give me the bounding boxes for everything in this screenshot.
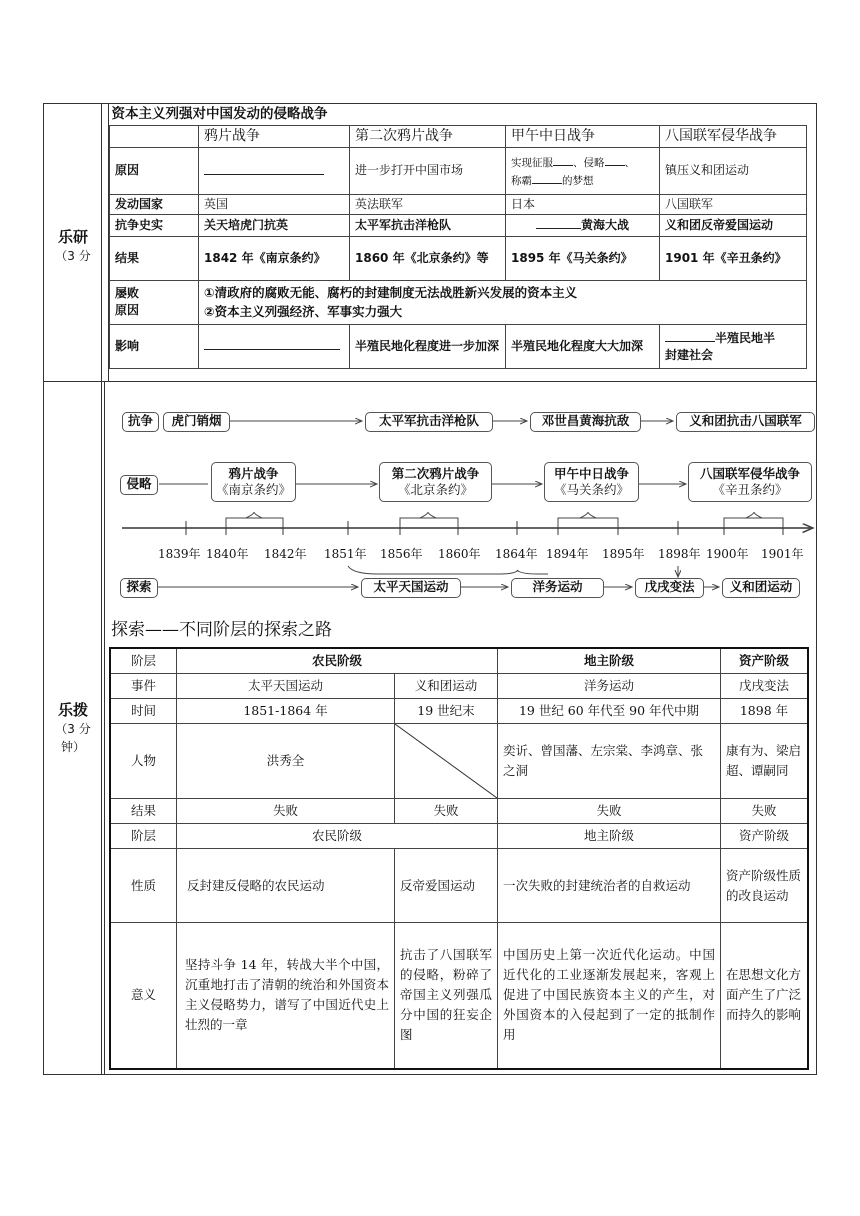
row-label: 屡败 原因 xyxy=(110,280,199,324)
row-label: 结果 xyxy=(110,236,199,280)
diagonal-cell xyxy=(395,724,498,799)
cell: 一次失败的封建统治者的自救运动 xyxy=(498,849,721,923)
war-box: 鸦片战争 《南京条约》 xyxy=(211,462,296,502)
cell: 中国历史上第一次近代化运动。中国近代化的工业逐渐发展起来，客观上促进了中国民族资本主义的产生，对外国资本的入侵起到了一定的抵制作用 xyxy=(498,923,721,1069)
row-label: 阶层 xyxy=(110,648,177,674)
cell: 太平天国运动 xyxy=(177,674,395,699)
cell: 在思想文化方面产生了广泛而持久的影响 xyxy=(721,923,809,1069)
cell: 农民阶级 xyxy=(177,824,498,849)
year-label: 1851年 xyxy=(324,547,367,561)
section-label-explore xyxy=(45,699,101,756)
cell: 镇压义和团运动 xyxy=(660,147,807,194)
cell: 日本 xyxy=(506,194,660,214)
year-label: 1900年 xyxy=(706,547,749,561)
war-box: 八国联军侵华战争 《辛丑条约》 xyxy=(688,462,812,502)
col-header: 农民阶级 xyxy=(177,648,498,674)
cell: 1842 年《南京条约》 xyxy=(199,236,350,280)
section-time: （3 分 xyxy=(55,722,91,736)
year-label: 1894年 xyxy=(546,547,589,561)
row-label: 意义 xyxy=(110,923,177,1069)
explore-event: 洋务运动 xyxy=(511,578,604,598)
resist-event: 虎门销烟 xyxy=(163,412,230,432)
row-label: 事件 xyxy=(110,674,177,699)
label-column-divider xyxy=(101,103,102,1075)
year-label: 1898年 xyxy=(658,547,701,561)
resist-event: 邓世昌黄海抗敌 xyxy=(530,412,641,432)
timeline-label-explore: 探索 xyxy=(120,578,158,598)
row-label: 结果 xyxy=(110,799,177,824)
cell: 洋务运动 xyxy=(498,674,721,699)
war-box: 甲午中日战争 《马关条约》 xyxy=(544,462,639,502)
section-time: 钟） xyxy=(60,740,85,754)
timeline-label-invade: 侵略 xyxy=(120,475,158,495)
diagonal-line xyxy=(395,724,497,798)
cell: 义和团运动 xyxy=(395,674,498,699)
col-header: 鸦片战争 xyxy=(199,125,350,147)
row-label: 性质 xyxy=(110,849,177,923)
row-label: 影响 xyxy=(110,324,199,368)
cell: 反封建反侵略的农民运动 xyxy=(177,849,395,923)
cell: 黄海大战 xyxy=(506,214,660,236)
year-label: 1856年 xyxy=(380,547,423,561)
cell: 太平军抗击洋枪队 xyxy=(350,214,506,236)
cell: 康有为、梁启超、谭嗣同 xyxy=(721,724,809,799)
cell: 半殖民地半 封建社会 xyxy=(660,324,807,368)
cell: 失败 xyxy=(177,799,395,824)
cell: 英法联军 xyxy=(350,194,506,214)
war-box: 第二次鸦片战争 《北京条约》 xyxy=(379,462,492,502)
history-timeline xyxy=(118,402,818,602)
section-title: 乐拨 xyxy=(57,701,88,719)
blank-cell xyxy=(199,324,350,368)
year-label: 1901年 xyxy=(761,547,804,561)
year-label: 1839年 xyxy=(158,547,201,561)
section-label-research xyxy=(45,226,101,265)
col-header: 资产阶级 xyxy=(721,648,809,674)
cell: 1898 年 xyxy=(721,699,809,724)
cell: 失败 xyxy=(498,799,721,824)
cell: 失败 xyxy=(721,799,809,824)
cell: 半殖民地化程度大大加深 xyxy=(506,324,660,368)
resist-event: 义和团抗击八国联军 xyxy=(676,412,815,432)
cell: 戊戌变法 xyxy=(721,674,809,699)
cell: 19 世纪 60 年代至 90 年代中期 xyxy=(498,699,721,724)
col-header: 第二次鸦片战争 xyxy=(350,125,506,147)
table-title: 资本主义列强对中国发动的侵略战争 xyxy=(110,105,807,125)
content-inner-divider-2 xyxy=(104,381,105,1075)
cell: 1860 年《北京条约》等 xyxy=(350,236,506,280)
section-divider xyxy=(43,381,817,382)
cell: 半殖民地化程度进一步加深 xyxy=(350,324,506,368)
blank-cell xyxy=(199,147,350,194)
cell: 进一步打开中国市场 xyxy=(350,147,506,194)
cell: 1895 年《马关条约》 xyxy=(506,236,660,280)
year-label: 1860年 xyxy=(438,547,481,561)
row-label: 阶层 xyxy=(110,824,177,849)
cell: 反帝爱国运动 xyxy=(395,849,498,923)
cell: 1901 年《辛丑条约》 xyxy=(660,236,807,280)
cell: 八国联军 xyxy=(660,194,807,214)
row-label: 人物 xyxy=(110,724,177,799)
cell: 1851-1864 年 xyxy=(177,699,395,724)
cell: 资产阶级 xyxy=(721,824,809,849)
year-label: 1864年 xyxy=(495,547,538,561)
cell: 英国 xyxy=(199,194,350,214)
cell: 失败 xyxy=(395,799,498,824)
section-time: （3 分 xyxy=(55,249,91,263)
cell: 关天培虎门抗英 xyxy=(199,214,350,236)
resist-event: 太平军抗击洋枪队 xyxy=(365,412,493,432)
row-label: 时间 xyxy=(110,699,177,724)
cell: 坚持斗争 14 年，转战大半个中国，沉重地打击了清朝的统治和外国资本主义侵略势力，谱写了中国近代史上壮烈的一章 xyxy=(177,923,395,1069)
row-label: 发动国家 xyxy=(110,194,199,214)
cell: 义和团反帝爱国运动 xyxy=(660,214,807,236)
timeline-lines xyxy=(118,402,818,602)
cell: ①清政府的腐败无能、腐朽的封建制度无法战胜新兴发展的资本主义 ②资本主义列强经济、军事实力强大 xyxy=(199,280,807,324)
explore-event: 义和团运动 xyxy=(722,578,800,598)
year-label: 1840年 xyxy=(206,547,249,561)
cell: 洪秀全 xyxy=(177,724,395,799)
cell: 奕䜣、曾国藩、左宗棠、李鸿章、张之洞 xyxy=(498,724,721,799)
cell: 资产阶级性质的改良运动 xyxy=(721,849,809,923)
col-header: 八国联军侵华战争 xyxy=(660,125,807,147)
cell: 地主阶级 xyxy=(498,824,721,849)
wars-table xyxy=(109,105,807,369)
col-header: 地主阶级 xyxy=(498,648,721,674)
timeline-label-resist: 抗争 xyxy=(122,412,159,432)
cell: 抗击了八国联军的侵略，粉碎了帝国主义列强瓜分中国的狂妄企图 xyxy=(395,923,498,1069)
row-label: 原因 xyxy=(110,147,199,194)
section-title: 乐研 xyxy=(57,228,88,246)
col-header: 甲午中日战争 xyxy=(506,125,660,147)
year-label: 1895年 xyxy=(602,547,645,561)
explore-event: 太平天国运动 xyxy=(361,578,461,598)
cell: 19 世纪末 xyxy=(395,699,498,724)
explore-table xyxy=(109,647,809,1070)
row-label: 抗争史实 xyxy=(110,214,199,236)
explore-event: 戊戌变法 xyxy=(635,578,704,598)
year-label: 1842年 xyxy=(264,547,307,561)
explore-table-title: 探索——不同阶层的探索之路 xyxy=(111,620,332,640)
cell: 实现征服 、侵略 、 称霸 的梦想 xyxy=(506,147,660,194)
corner-cell xyxy=(110,125,199,147)
